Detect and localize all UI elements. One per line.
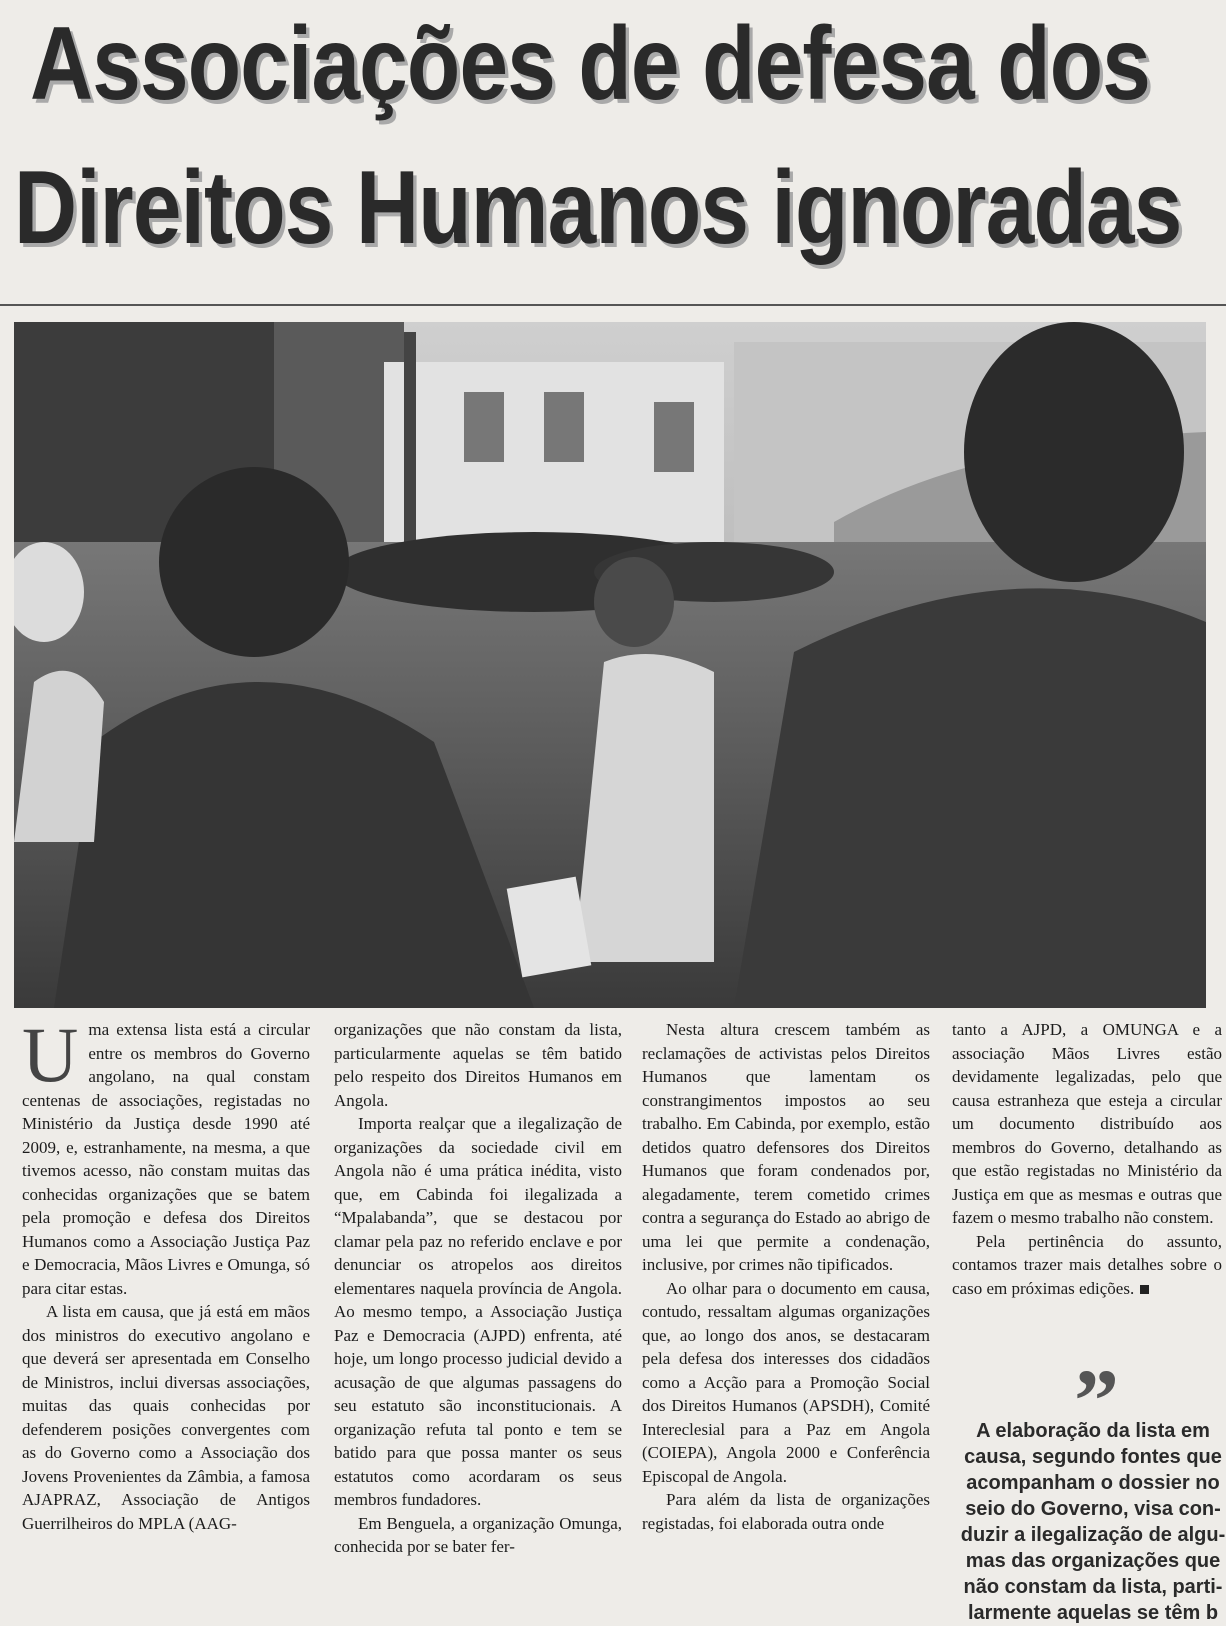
pull-quote-line: duzir a ilegalização de algu- xyxy=(960,1524,1226,1546)
end-of-article-icon xyxy=(1140,1285,1149,1294)
pull-quote-line: A elaboração da lista em xyxy=(976,1420,1210,1442)
paragraph xyxy=(22,1011,310,1300)
pull-quote-line: não constam da lista, parti- xyxy=(963,1576,1223,1598)
pull-quote xyxy=(960,1418,1226,1626)
pull-quote-line: mas das organizações que xyxy=(965,1550,1221,1572)
paragraph xyxy=(952,1230,1222,1301)
article-column-2 xyxy=(334,1018,622,1559)
pull-quote-line: larmente aquelas se têm b xyxy=(967,1602,1219,1624)
headline-line-2: Direitos Humanos ignoradas xyxy=(14,150,1182,266)
paragraph: Nesta altura crescem também as reclamações de activistas pelos Direitos Humanos que lamentam os constrangimentos impostos ao seu trabalho. Em Cabinda, por exemplo, estão detidos quatro defensores dos Direitos Humanos que foram condenados por, alegadamente, terem cometido crimes contra a segurança do Estado ao abrigo de uma lei que permite a condenação, inclusive, por crimes não tipificados. xyxy=(642,1020,930,1274)
paragraph: A lista em causa, que já está em mãos dos ministros do executivo angolano e que deverá ser apresentada em Conselho de Ministros, inclui diversas associações, muitas das quais conhecidas por defenderem posições convergentes com as do Governo como a Associação dos Jovens Provenientes da Zâmbia, a famosa AJAPRAZ, Associação de Antigos Guerrilheiros do MPLA (AAG- xyxy=(22,1302,310,1533)
quote-mark-icon: ” xyxy=(1074,1352,1119,1451)
paragraph: Importa realçar que a ilegalização de organizações da sociedade civil em Angola não é uma prática inédita, visto que, em Cabinda foi ilegalizada a “Mpalabanda”, que se destacou por clamar pela paz no referido enclave e por denunciar os atropelos aos direitos elementares naquela província de Angola. Ao mesmo tempo, a Associação Justiça Paz e Democracia (AJPD) enfrenta, até hoje, um longo processo judicial devido a acusação de que algumas passagens do seu estatuto são inconstitucionais. A organização refuta tal ponto e tem se batido para que possa manter os seus estatutos como acordaram os seus membros fundadores. xyxy=(334,1114,622,1509)
dropcap: U xyxy=(22,1011,79,1098)
paragraph: organizações que não constam da lista, particularmente aquelas se têm batido pelo respeito dos Direitos Humanos em Angola. xyxy=(334,1020,622,1110)
paragraph: Ao olhar para o documento em causa, contudo, ressaltam algumas organizações que, ao longo dos anos, se destacaram pela defesa dos interesses dos cidadãos como a Acção para a Promoção Social dos Direitos Humanos (APSDH), Comité Intereclesial para a Paz em Angola (COIEPA), Angola 2000 e Conferência Episcopal de Angola. xyxy=(642,1278,930,1486)
pull-quote-line: seio do Governo, visa con- xyxy=(965,1498,1221,1520)
paragraph: tanto a AJPD, a OMUNGA e a associação Mãos Livres estão devidamente legalizadas, pelo que causa estranheza que esteja a circular um documento distribuído aos membros do Governo, detalhando as que estão registadas no Ministério da Justiça em que as mesmas e outras que fazem o mesmo trabalho não constem. xyxy=(952,1020,1222,1227)
article-column-1 xyxy=(22,1011,310,1535)
paragraph: Para além da lista de organizações registadas, foi elaborada outra onde xyxy=(642,1490,930,1533)
crowd-photo-illustration xyxy=(14,322,1206,1008)
pull-quote-line: acompanham o dossier no xyxy=(966,1472,1220,1494)
headline-line-1: Associações de defesa dos xyxy=(30,6,1151,122)
paragraph-text: Pela pertinência do assunto, contamos trazer mais detalhes sobre o caso em próximas edições. xyxy=(952,1231,1222,1298)
pull-quote-line: causa, segundo fontes que xyxy=(964,1446,1222,1468)
paragraph: Em Benguela, a organização Omunga, conhecida por se bater fer- xyxy=(334,1513,622,1556)
crowd-photo xyxy=(14,322,1206,1008)
article-column-4 xyxy=(952,1018,1222,1348)
headline-rule xyxy=(0,304,1226,306)
article-column-3 xyxy=(642,1018,930,1535)
paragraph-text: ma extensa lista está a circular entre os membros do Governo angolano, na qual constam centenas de associações, registadas no Ministério da Justiça desde 1990 até 2009, e, estranhamente, na mesma, a que tivemos acesso, não constam muitas das conhecidas organizações que se batem pela promoção e defesa dos Direitos Humanos como a Associação Justiça Paz e Democracia, Mãos Livres e Omunga, só para citar estas. xyxy=(22,1020,310,1298)
